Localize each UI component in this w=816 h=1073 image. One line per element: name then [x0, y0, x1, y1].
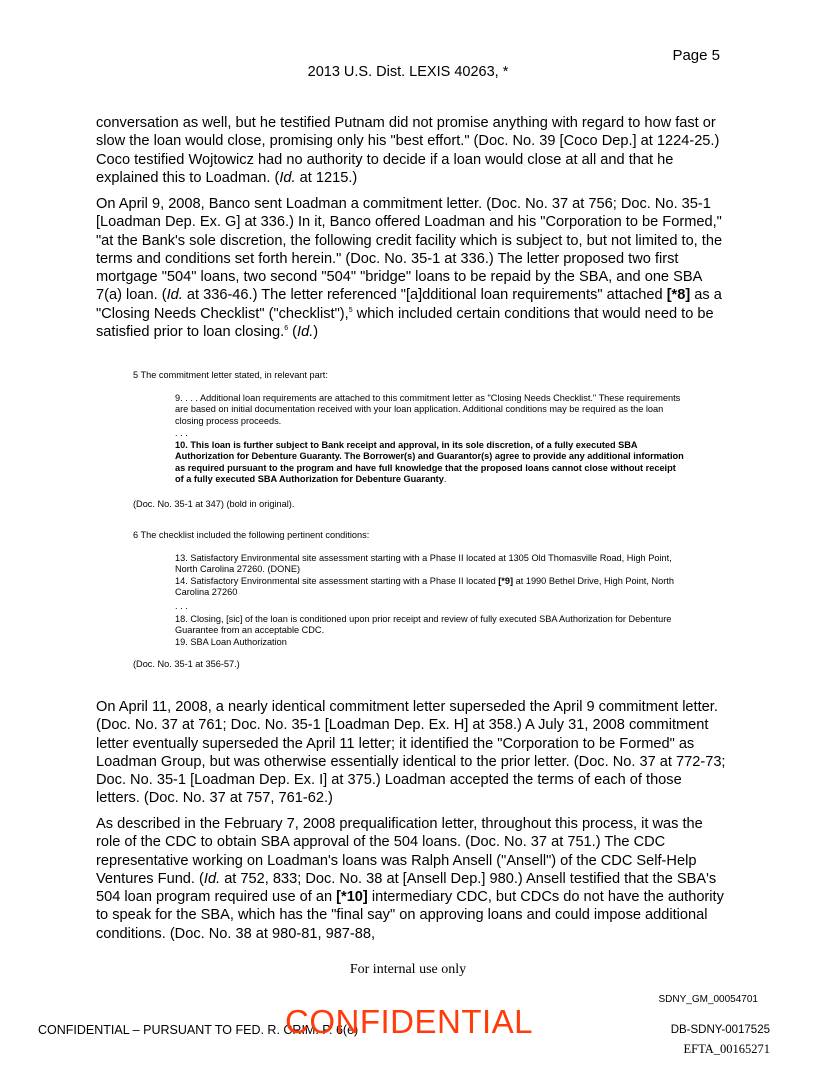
footnote-6-label: 6 The checklist included the following pertinent conditions:: [133, 530, 370, 540]
footnote-6-item-19: 19. SBA Loan Authorization: [175, 637, 287, 647]
footnote-6-item-13: 13. Satisfactory Environmental site assessment starting with a Phase II located at 1305 Old Thomasville Road, High Point, North Carolina 27260. (DONE): [175, 553, 672, 575]
star-page-marker: [*10]: [336, 889, 368, 906]
paragraph-4: As described in the February 7, 2008 prequalification letter, throughout this process, it was the role of the CDC to obtain SBA approval of the 504 loans. (Doc. No. 37 at 751.) The CDC representative working on Loadman's loans was Ralph Ansell ("Ansell") of the CDC Self-Help Ventures Fund. (Id. at 752, 833; Doc. No. 38 at [Ansell Dep.] 980.) Ansell testified that the SBA's 504 loan program required use of an [*10] intermediary CDC, but CDCs do not have the authority to speak for the SBA, which has the "final say" on approving loans and could impose additional conditions. (Doc. No. 38 at 980-81, 987-88,: [96, 816, 724, 942]
paragraph-2: On April 9, 2008, Banco sent Loadman a commitment letter. (Doc. No. 37 at 756; Doc. No. 35-1 [Loadman Dep. Ex. G] at 336.) In it, Banco offered Loadman and his "Corporation to be Formed," "at the Bank's sole discretion, the following credit facility which is subject to, but not limited to, the terms and conditions set forth herein." (Doc. No. 35-1 at 336.) The letter proposed two first mortgage "504" loans, two second "504" "bridge" loans to be repaid by the SBA, and one SBA 7(a) loan. (Id. at 336-46.) The letter referenced "[a]dditional loan requirements" attached [*8] as a "Closing Needs Checklist" ("checklist"),$^5$ which included certain conditions that would need to be satisfied prior to loan closing.$^6$ (Id.): [96, 196, 723, 341]
footnote-ref-6[interactable]: 6: [284, 325, 289, 333]
efta-number: EFTA_00165271: [683, 1042, 770, 1056]
case-citation-header: 2013 U.S. Dist. LEXIS 40263, *: [307, 64, 509, 80]
footnote-5-quote-10: 10. This loan is further subject to Bank receipt and approval, in its sole discretion, of a fully executed SBA Authorization for Debenture Guaranty. The Borrower(s) and Guarantor(s) agree to provide any additional information as required pursuant to the program and have full knowledge that the proposed loans cannot close without receipt of a fully executed SBA Authorization for Debenture Guaranty.: [175, 440, 684, 485]
footnote-ref-5[interactable]: 5: [348, 306, 353, 314]
star-page-marker: [*9]: [498, 576, 514, 586]
footnote-6-item-14: 14. Satisfactory Environmental site assessment starting with a Phase II located [*9] at 1990 Bethel Drive, High Point, North Carolina 27260: [175, 576, 674, 598]
footnote-5-quote-9: 9. . . . Additional loan requirements are attached to this commitment letter as "Closing Needs Checklist." These requirements are based on initial documentation received with your loan application. Additional conditions may be required as the loan closing process proceeds.: [175, 393, 681, 426]
star-page-marker: [*8]: [666, 287, 691, 304]
bates-number-2: DB-SDNY-0017525: [670, 1024, 770, 1036]
bates-number-1: SDNY_GM_00054701: [658, 994, 758, 1005]
footnote-6-cite: (Doc. No. 35-1 at 356-57.): [133, 659, 240, 669]
footnote-5-cite: (Doc. No. 35-1 at 347) (bold in original).: [133, 499, 295, 509]
page-number: Page 5: [672, 47, 720, 64]
footnote-6-item-18: 18. Closing, [sic] of the loan is conditioned upon prior receipt and review of fully executed SBA Authorization for Debenture Guarantee from an acceptable CDC.: [175, 614, 672, 636]
paragraph-3: On April 11, 2008, a nearly identical commitment letter superseded the April 9 commitment letter. (Doc. No. 37 at 761; Doc. No. 35-1 [Loadman Dep. Ex. H] at 358.) A July 31, 2008 commitment letter eventually superseded the April 11 letter; it identified the "Corporation to be Formed" as Loadman Group, but was otherwise essentially identical to the prior letter. (Doc. No. 37 at 772-73; Doc. No. 35-1 [Loadman Dep. Ex. I] at 375.) Loadman accepted the terms of each of those letters. (Doc. No. 37 at 757, 761-62.): [96, 699, 726, 807]
footnote-5-label: 5 The commitment letter stated, in relevant part:: [133, 370, 328, 380]
internal-use-notice: For internal use only: [349, 962, 467, 977]
confidentiality-notice: CONFIDENTIAL – PURSUANT TO FED. R. CRIM. P. 6(e): [38, 1023, 359, 1037]
paragraph-1: conversation as well, but he testified Putnam did not promise anything with regard to how fast or slow the loan would close, promising only his "best effort." (Doc. No. 39 [Coco Dep.] at 1224-25.) Coco testified Wojtowicz had no authority to decide if a loan would close at all and that he explained this to Loadman. (Id. at 1215.): [96, 115, 720, 186]
footnote-5-ellipsis: . . .: [175, 428, 188, 438]
footnote-6-ellipsis: . . .: [175, 601, 188, 611]
confidential-stamp: CONFIDENTIAL: [285, 1003, 534, 1040]
